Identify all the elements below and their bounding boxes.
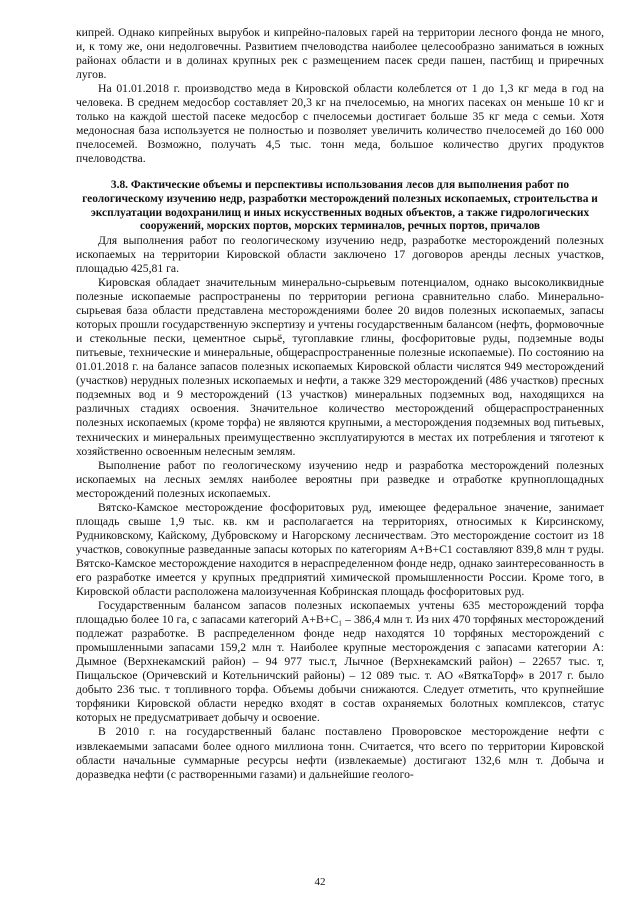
- paragraph-peat-reserves: Государственным балансом запасов полезных ископаемых учтены 635 месторождений торфа площадью более 10 га, с запасами категорий A+B+C₁ – 386,4 млн т. Из них 470 торфяных месторождений подлежат разработке. В распределенном фонде недр находятся 10 торфяных месторождений с промышленными запасами 159,2 млн т. Наиболее крупные месторождения с запасами категории A: Дымное (Верхнекамский район) – 94 977 тыс.т, Лычное (Верхнекамский район) – 22657 тыс. т, Пищальское (Оричевский и Котельничский районы) – 12 089 тыс. т. АО «ВяткаТорф» в 2017 г. было добыто 236 тыс. т топливного торфа. Объемы добычи снижаются. Следует отметить, что крупнейшие торфяники Кировской области нередко входят в состав охраняемых болотных комплексов, статус которых не предусматривает добычу и освоение.: [76, 599, 604, 725]
- intro-block: [76, 26, 604, 166]
- paragraph-lease-agreements: Для выполнения работ по геологическому изучению недр, разработке месторождений полезных ископаемых на территории Кировской области заключено 17 договоров аренды лесных участков, площадью 425,81 га.: [76, 233, 604, 275]
- paragraph-honey-production: На 01.01.2018 г. производство меда в Кировской области колеблется от 1 до 1,3 кг меда в год на человека. В среднем медосбор составляет 20,3 кг на пчелосемью, на многих пасеках он меньше 10 кг и только на каждой шестой пасеке медосбор с пчелосемьи достигает больше 35 кг меда с семьи. Хотя медоносная база используется не полностью и позволяет увеличить количество пчелосемей до 160 000 пчелосемей. Возможно, получать 4,5 тыс. тонн меда, большое количество других продуктов пчеловодства.: [76, 82, 604, 166]
- paragraph-forest-exploration: Выполнение работ по геологическому изучению недр и разработка месторождений полезных ископаемых на лесных землях наиболее вероятны при разведке и отработке крупноплощадных месторождений полезных ископаемых.: [76, 458, 604, 500]
- paragraph-phosphorite-deposit: Вятско-Камское месторождение фосфоритовых руд, имеющее федеральное значение, занимает площадь свыше 1,9 тыс. кв. км и располагается на территориях, относимых к Кирсинскому, Рудниковскому, Кайскому, Дубровскому и Нагорскому лесничествам. Это месторождение состоит из 18 участков, совокупные разведанные запасы которых по категориям A+B+C1 составляют 839,8 млн т руды. Вятско-Камское месторождение находится в нераспределенном фонде недр, однако заинтересованность в его разработке имеется у крупных предприятий химической промышленности России. Кроме того, в Кировской области расположена малоизученная Кобринская площадь фосфоритовых руд.: [76, 500, 604, 599]
- page-number: 42: [314, 876, 326, 888]
- paragraph-continuation: кипрей. Однако кипрейных вырубок и кипрейно-паловых гарей на территории лесного фонда не много, и, к тому же, они недолговечны. Развитием пчеловодства наиболее целесообразно заниматься в южных районах области и в долинах крупных рек с размещением пасек среди пашен, пастбищ и приречных лугов.: [76, 26, 604, 82]
- paragraph-oil-deposit: В 2010 г. на государственный баланс поставлено Проворовское месторождение нефти с извлекаемыми запасами более одного миллиона тонн. Считается, что всего по территории Кировской области начальные суммарные ресурсы нефти (извлекаемые) достигают 132,6 млн т. Добыча и доразведка нефти (с растворенными газами) и дальнейшие геолого-: [76, 725, 604, 781]
- section-body: [76, 234, 604, 782]
- section-heading: 3.8. Фактические объемы и перспективы использования лесов для выполнения работ по геологическому изучению недр, разработки месторождений полезных ископаемых, строительства и эксплуатации водохранилищ и иных искусственных водных объектов, а также гидрологических сооружений, морских портов, морских терминалов, речных портов, причалов: [82, 179, 598, 233]
- paragraph-mineral-base: Кировская обладает значительным минерально-сырьевым потенциалом, однако высоколиквидные полезные ископаемые распространены по территории региона сравнительно слабо. Минерально-сырьевая база области представлена месторождениями более 20 видов полезных ископаемых, запасы которых прошли государственную экспертизу и учтены государственным балансом (нефть, формовочные и стекольные пески, цементное сырьё, тугоплавкие глины, фосфоритовые руды, подземные воды питьевые, технические и минеральные, общераспространенные полезные ископаемые). По состоянию на 01.01.2018 г. на балансе запасов полезных ископаемых Кировской области числятся 949 месторождений (участков) нерудных полезных ископаемых и нефти, а также 329 месторождений (486 участков) пресных подземных вод и 9 месторождений (13 участков) минеральных подземных вод, находящихся на различных стадиях освоения. Значительное количество месторождений общераспространенных полезных ископаемых (кроме торфа) не являются крупными, а месторождения подземных вод питьевых, технических и минеральных преимущественно эксплуатируются в местах их потребления и тяготеют к хозяйственно освоенным нелесным землям.: [76, 275, 604, 458]
